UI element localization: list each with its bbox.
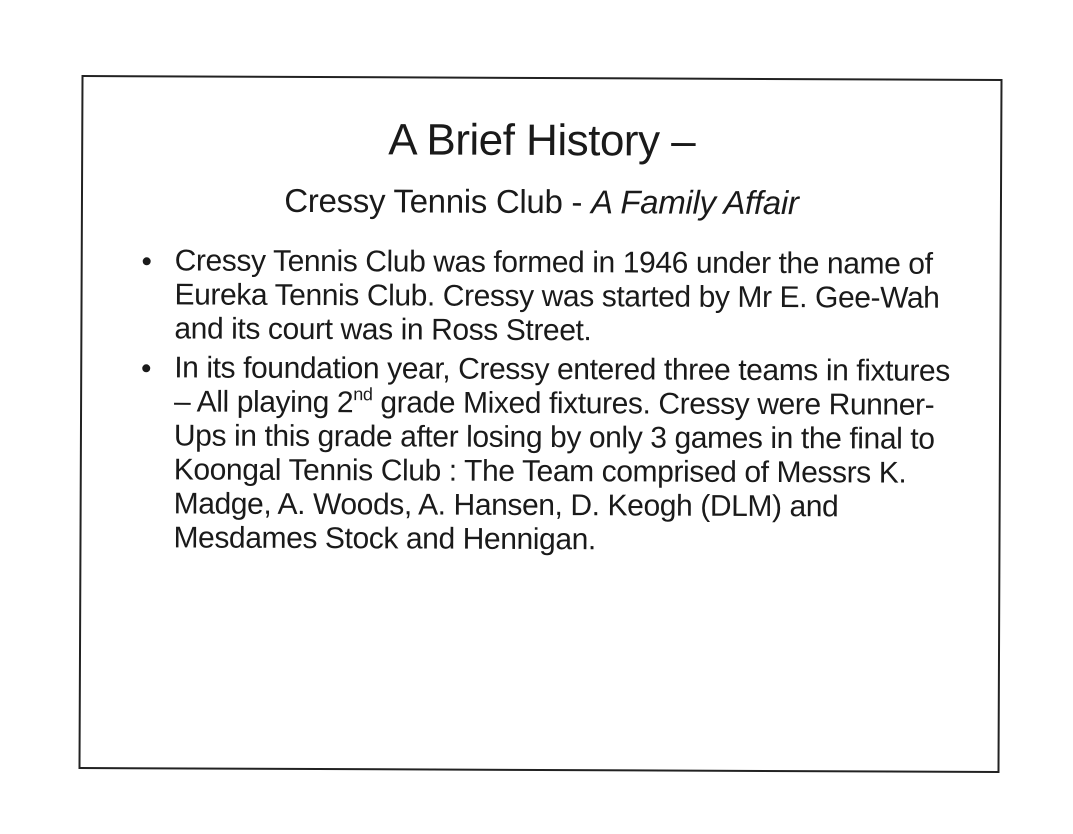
slide-subtitle — [83, 183, 1000, 220]
bullet-dot-icon — [142, 364, 150, 372]
ordinal-suffix: nd — [353, 384, 373, 405]
slide-frame — [78, 75, 1002, 773]
subtitle-italic-text: A Family Affair — [590, 183, 799, 222]
bullet-text — [173, 351, 949, 556]
subtitle-text: Cressy Tennis Club - — [284, 181, 592, 221]
bullet-dot-icon — [143, 257, 151, 265]
bullet-text-part: grade Mixed fixtures. Cressy were Runner-Ups in this grade after losing by only 3 games in the final to Koongal Tennis Club : The Team comprised of Messrs K. Madge, A. Woods, A. Hansen, D. Keogh (DLM) and Mesdames Stock and Hennigan. — [173, 386, 935, 557]
bullet-list — [133, 244, 954, 559]
bullet-text: Cressy Tennis Club was formed in 1946 under the name of Eureka Tennis Club. Cressy was started by Mr E. Gee-Wah and its court was in Ross Street. — [174, 244, 940, 348]
bullet-text-part: In its foundation year, Cressy entered three teams in fixtures – All playing 2 — [174, 351, 950, 420]
slide-title: A Brief History – — [388, 115, 696, 166]
list-item — [134, 244, 954, 350]
list-item — [133, 351, 954, 559]
